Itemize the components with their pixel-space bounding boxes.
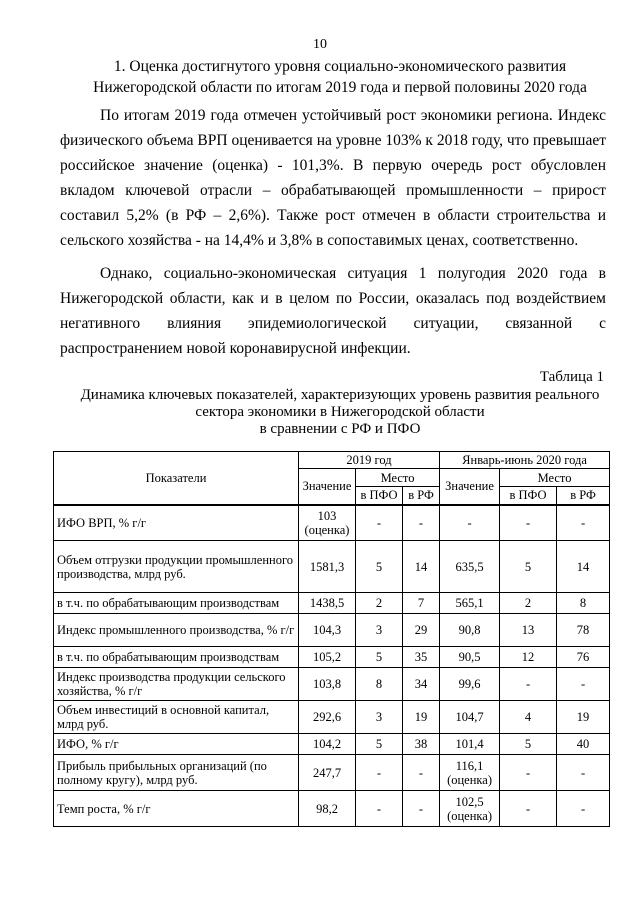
caption-line-2: сектора экономики в Нижегородской области [195,404,485,420]
cell-rf-2020: - [557,668,610,701]
caption-line-1: Динамика ключевых показателей, характеризующих уровень развития реального [80,387,600,403]
page-number: 10 [313,37,327,52]
table-row [54,614,610,647]
cell-rf-2019: 7 [403,593,440,614]
table-label: Таблица 1 [539,369,604,385]
cell-rf-2020: 40 [557,734,610,755]
paragraph-2: Однако, социально-экономическая ситуация 1 полугодия 2020 года в Нижегородской области, как и в целом по России, оказалась под воздействием негативного влияния эпидемиологической ситуации, связанной с распространением новой коронавирусной инфекции. [60,265,606,357]
cell-value-2019: 104,3 [299,614,356,647]
indicators-table [53,451,610,827]
cell-value-2020: - [440,505,500,541]
cell-value-2020: 635,5 [440,541,500,593]
cell-rf-2019: 19 [403,701,440,734]
cell-rf-2020: - [557,505,610,541]
cell-rf-2020: 14 [557,541,610,593]
cell-pfo-2020: 4 [500,701,557,734]
cell-value-2020: 116,1 (оценка) [440,755,500,791]
cell-value-2019: 104,2 [299,734,356,755]
section-heading [60,56,620,98]
header-indicators: Показатели [54,452,299,505]
cell-rf-2020: 78 [557,614,610,647]
row-label: Темп роста, % г/г [54,791,299,827]
cell-pfo-2019: 3 [356,701,403,734]
cell-value-2020: 90,8 [440,614,500,647]
row-label: в т.ч. по обрабатывающим производствам [54,647,299,668]
cell-pfo-2019: 2 [356,593,403,614]
cell-pfo-2019: 8 [356,668,403,701]
row-label: ИФО, % г/г [54,734,299,755]
row-label: Объем инвестиций в основной капитал, млрд руб. [54,701,299,734]
table-row [54,593,610,614]
header-value-2020: Значение [440,469,500,505]
table-row [54,541,610,593]
cell-rf-2019: 34 [403,668,440,701]
table-row [54,755,610,791]
cell-pfo-2020: - [500,505,557,541]
cell-rf-2020: - [557,791,610,827]
table-row [54,791,610,827]
cell-pfo-2020: 12 [500,647,557,668]
cell-pfo-2020: 13 [500,614,557,647]
row-label: в т.ч. по обрабатывающим производствам [54,593,299,614]
cell-value-2019: 103 (оценка) [299,505,356,541]
cell-pfo-2020: 5 [500,541,557,593]
row-label: Прибыль прибыльных организаций (по полному кругу), млрд руб. [54,755,299,791]
cell-pfo-2020: - [500,791,557,827]
cell-rf-2019: - [403,755,440,791]
cell-pfo-2019: 3 [356,614,403,647]
cell-pfo-2019: 5 [356,541,403,593]
cell-value-2019: 247,7 [299,755,356,791]
row-label: Объем отгрузки продукции промышленного производства, млрд руб. [54,541,299,593]
header-period-2020: Январь-июнь 2020 года [440,452,610,469]
header-rf-2020: в РФ [557,487,610,505]
cell-pfo-2019: - [356,791,403,827]
row-label: ИФО ВРП, % г/г [54,505,299,541]
cell-rf-2020: - [557,755,610,791]
cell-pfo-2020: - [500,755,557,791]
table-row [54,668,610,701]
header-place-2019: Место [356,469,440,487]
cell-value-2020: 104,7 [440,701,500,734]
table-row [54,701,610,734]
cell-pfo-2019: - [356,505,403,541]
header-place-2020: Место [500,469,610,487]
cell-rf-2020: 19 [557,701,610,734]
header-year-2019: 2019 год [299,452,440,469]
header-pfo-2020: в ПФО [500,487,557,505]
cell-value-2020: 99,6 [440,668,500,701]
cell-value-2019: 98,2 [299,791,356,827]
cell-rf-2019: - [403,791,440,827]
cell-pfo-2020: 5 [500,734,557,755]
cell-value-2020: 90,5 [440,647,500,668]
header-value-2019: Значение [299,469,356,505]
cell-value-2019: 1581,3 [299,541,356,593]
cell-rf-2020: 76 [557,647,610,668]
cell-pfo-2019: 5 [356,647,403,668]
cell-value-2019: 103,8 [299,668,356,701]
cell-rf-2019: 14 [403,541,440,593]
cell-value-2019: 105,2 [299,647,356,668]
table-row [54,734,610,755]
paragraph-1: По итогам 2019 года отмечен устойчивый рост экономики региона. Индекс физического объема ВРП оценивается на уровне 103% к 2018 году, что превышает российское значение (оценка) - 101,3%. В первую очередь рост обусловлен вкладом ключевой отрасли – обрабатывающей промышленности – прирост составил 5,2% (в РФ – 2,6%). Также рост отмечен в области строительства и сельского хозяйства - на 14,4% и 3,8% в сопоставимых ценах, соответственно. [60,107,606,249]
table-caption [60,387,620,438]
row-label: Индекс промышленного производства, % г/г [54,614,299,647]
heading-line-1: 1. Оценка достигнутого уровня социально-экономического развития [113,58,567,75]
caption-line-3: в сравнении с РФ и ПФО [259,421,421,437]
heading-line-2: Нижегородской области по итогам 2019 года и первой половины 2020 года [93,79,587,96]
cell-rf-2019: 35 [403,647,440,668]
cell-value-2019: 1438,5 [299,593,356,614]
table-row [54,647,610,668]
cell-rf-2020: 8 [557,593,610,614]
cell-value-2020: 102,5 (оценка) [440,791,500,827]
cell-pfo-2020: 2 [500,593,557,614]
cell-pfo-2020: - [500,668,557,701]
cell-rf-2019: 38 [403,734,440,755]
cell-pfo-2019: 5 [356,734,403,755]
cell-pfo-2019: - [356,755,403,791]
cell-rf-2019: - [403,505,440,541]
row-label: Индекс производства продукции сельского хозяйства, % г/г [54,668,299,701]
header-pfo-2019: в ПФО [356,487,403,505]
table-row [54,505,610,541]
cell-value-2019: 292,6 [299,701,356,734]
cell-rf-2019: 29 [403,614,440,647]
cell-value-2020: 565,1 [440,593,500,614]
cell-value-2020: 101,4 [440,734,500,755]
header-rf-2019: в РФ [403,487,440,505]
